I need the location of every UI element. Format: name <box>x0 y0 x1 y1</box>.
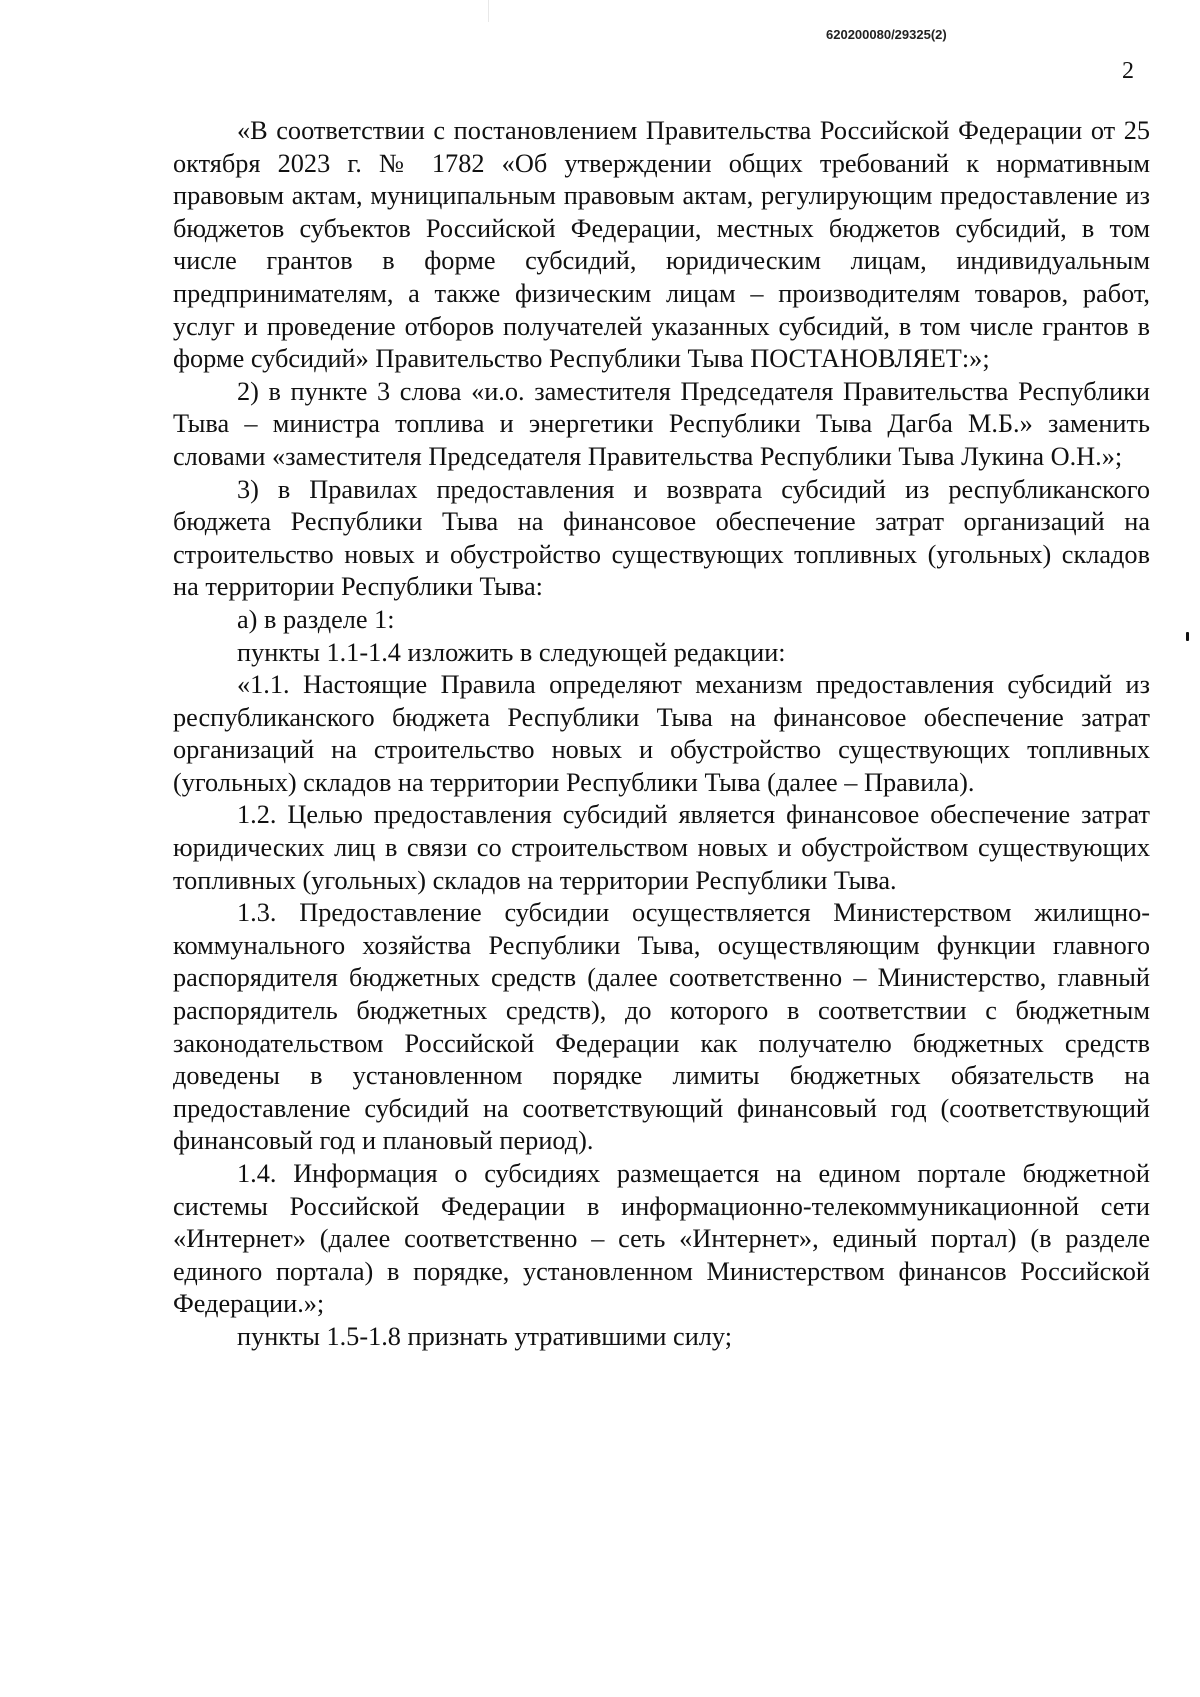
paragraph-point-1-1: «1.1. Настоящие Правила определяют механизм предоставления субсидий из республиканского бюджета Республики Тыва на финансовое обеспечение затрат организаций на строительство новых и обустройство существующих топливных (угольных) складов на территории Республики Тыва (далее – Правила). <box>173 670 1150 797</box>
paragraph-item-3: 3) в Правилах предоставления и возврата субсидий из республиканского бюджета Республики Тыва на финансовое обеспечение затрат организаций на строительство новых и обустройство существующих топливных (угольных) складов на территории Республики Тыва: <box>173 474 1150 602</box>
document-body <box>173 115 1150 1354</box>
paragraph-preamble: «В соответствии с постановлением Правительства Российской Федерации от 25 октября 2023 г. № 1782 «Об утверждении общих требований к нормативным правовым актам, муниципальным правовым актам, регулирующим предоставление из бюджетов субъектов Российской Федерации, местных бюджетов субсидий, в том числе грантов в форме субсидий, юридическим лицам, индивидуальным предпринимателям, а также физическим лицам – производителям товаров, работ, услуг и проведение отборов получателей указанных субсидий, в том числе грантов в форме субсидий» Правительство Республики Тыва ПОСТАНОВЛЯЕТ:»; <box>173 116 1150 374</box>
paragraph-point-1-2: 1.2. Целью предоставления субсидий является финансовое обеспечение затрат юридических лиц в связи со строительством новых и обустройством существующих топливных (угольных) складов на территории Республики Тыва. <box>173 800 1150 895</box>
paragraph-points-void: пункты 1.5-1.8 признать утратившими силу; <box>237 1321 733 1351</box>
page-number: 2 <box>1122 58 1134 84</box>
paragraph-point-1-4: 1.4. Информация о субсидиях размещается на едином портале бюджетной системы Российской Федерации в информационно-телекоммуникационной сети «Интернет» (далее соответственно – сеть «Интернет», единый портал) (в разделе единого портала) в порядке, установленном Министерством финансов Российской Федерации.»; <box>173 1159 1150 1319</box>
paragraph-point-1-3: 1.3. Предоставление субсидии осуществляется Министерством жилищно-коммунального хозяйства Республики Тыва, осуществляющим функции главного распорядителя бюджетных средств (далее соответственно – Министерство, главный распорядитель бюджетных средств), до которого в соответствии с бюджетным законодательством Российской Федерации как получателю бюджетных средств доведены в установленном порядке лимиты бюджетных обязательств на предоставление субсидий на соответствующий финансовый год (соответствующий финансовый год и плановый период). <box>173 898 1150 1156</box>
scan-artifact <box>488 0 489 22</box>
paragraph-item-2: 2) в пункте 3 слова «и.о. заместителя Председателя Правительства Республики Тыва – министра топлива и энергетики Республики Тыва Дагба М.Б.» заменить словами «заместителя Председателя Правительства Республики Тыва Лукина О.Н.»; <box>173 376 1150 471</box>
paragraph-points-intro: пункты 1.1-1.4 изложить в следующей редакции: <box>237 637 786 667</box>
scan-speck <box>1186 632 1189 641</box>
document-id: 620200080/29325(2) <box>826 27 947 42</box>
paragraph-subitem-a: а) в разделе 1: <box>237 604 395 634</box>
